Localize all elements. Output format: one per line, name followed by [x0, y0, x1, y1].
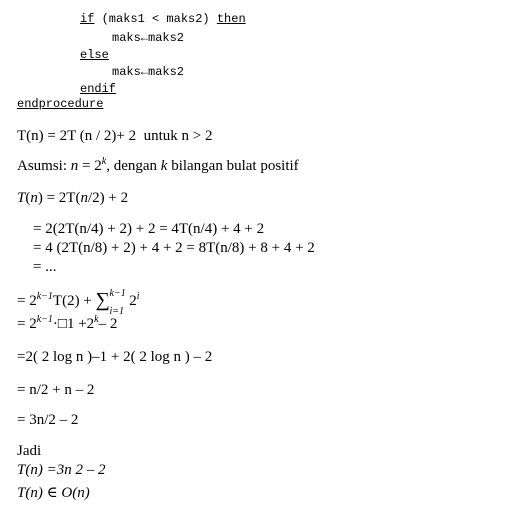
simp-exp1: k−1 — [36, 314, 53, 325]
sum-eq: = 2 — [17, 293, 37, 309]
step0-n2: n — [80, 190, 88, 206]
log-line: =2( 2 log n )–1 + 2( 2 log n ) – 2 — [17, 349, 213, 365]
endif-keyword-text: endif — [80, 82, 117, 96]
step0-tail: /2) + 2 — [87, 190, 129, 206]
sum-term-exp: i — [136, 291, 140, 302]
sum-t2: T(2) + — [52, 293, 96, 309]
step2-line: = 4 (2T(n/8) + 2) + 4 + 2 = 8T(n/8) + 8 + 4 + 2 — [33, 240, 315, 256]
simp-exp2: k — [94, 314, 99, 325]
code-if-line — [80, 12, 246, 26]
step0-t: T — [17, 190, 26, 206]
then-keyword: then — [216, 12, 246, 26]
simp-tail: – 2 — [98, 316, 118, 332]
step1-line: = 2(2T(n/4) + 2) + 2 = 4T(n/4) + 4 + 2 — [33, 221, 265, 237]
jadi-label: Jadi — [17, 443, 42, 459]
asumsi-eq: = 2 — [78, 158, 102, 174]
result-line-1: T(n) =3n 2 – 2 — [17, 462, 106, 478]
simp-mid: ·□1 +2 — [52, 316, 95, 332]
asumsi-label: Asumsi: — [17, 158, 71, 174]
summation-symbol: ∑ k−1 i=1 — [96, 293, 126, 311]
recurrence-line: T(n) = 2T (n / 2)+ 2 untuk n > 2 — [17, 128, 213, 144]
if-condition: (maks1 < maks2) — [101, 12, 210, 26]
half-line: = n/2 + n – 2 — [17, 382, 95, 398]
asumsi-var-k: k — [160, 158, 168, 174]
simp-eq: = 2 — [17, 316, 37, 332]
step0-paren: ( — [25, 190, 31, 206]
else-keyword-text: else — [80, 48, 109, 62]
simplify-line — [17, 315, 117, 333]
sum-lower-limit: i=1 — [109, 305, 125, 317]
sum-line — [17, 287, 140, 317]
code-assign-1: maks←maks2 — [112, 31, 185, 45]
asumsi-line — [17, 157, 299, 175]
step3-line: = ... — [33, 259, 57, 275]
code-assign-2: maks←maks2 — [112, 65, 185, 79]
sum-term: 2 — [125, 293, 137, 309]
result-line-2: T(n) ∈ O(n) — [17, 485, 90, 501]
final-line: = 3n/2 – 2 — [17, 412, 79, 428]
else-keyword — [80, 48, 109, 62]
step0-mid: ) = 2T( — [37, 190, 81, 206]
endprocedure-keyword-text: endprocedure — [17, 97, 104, 111]
asumsi-tail: bilangan bulat positif — [167, 158, 299, 174]
asumsi-mid: , dengan — [106, 158, 161, 174]
asumsi-var-n: n — [70, 158, 79, 174]
endif-keyword — [80, 82, 116, 96]
endprocedure-keyword — [17, 97, 103, 111]
sum-exp: k−1 — [36, 291, 53, 302]
asumsi-exp: k — [101, 156, 107, 167]
step0-n: n — [30, 190, 38, 206]
if-keyword: if — [80, 12, 95, 26]
step0-line — [17, 189, 128, 207]
sum-upper-limit: k−1 — [109, 287, 126, 299]
